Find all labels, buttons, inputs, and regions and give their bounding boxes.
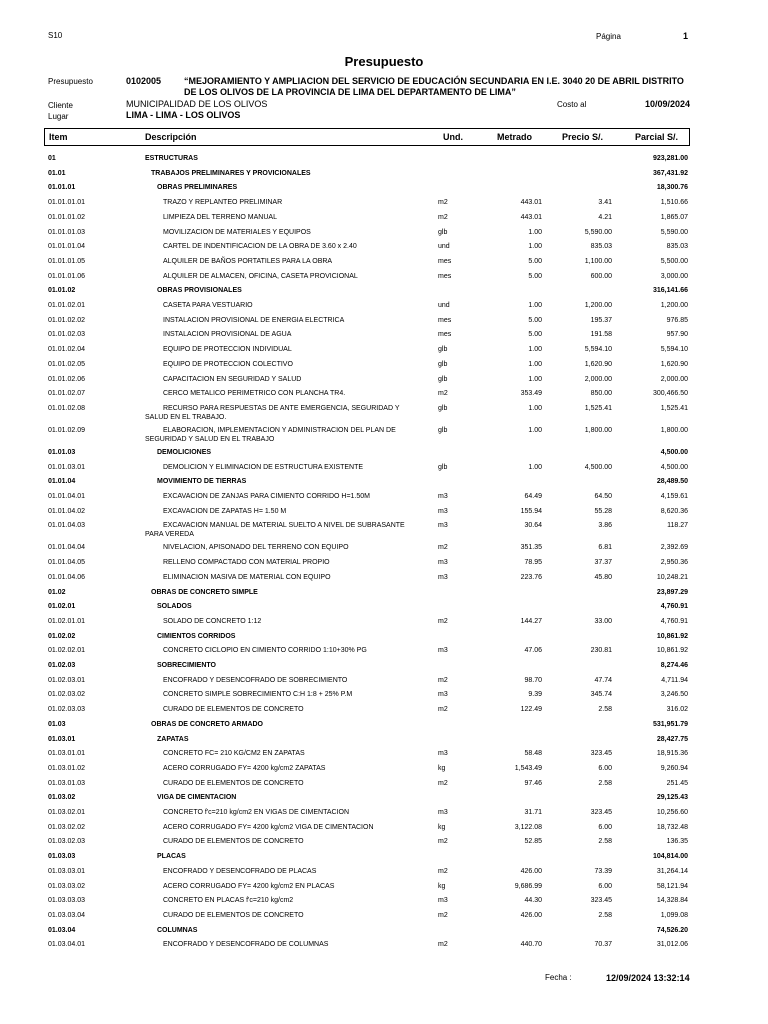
item-description: CURADO DE ELEMENTOS DE CONCRETO — [163, 838, 304, 846]
item-metrado: 1.00 — [528, 426, 542, 434]
item-description: EXCAVACION MANUAL DE MATERIAL SUELTO A NIVEL DE SUBRASANTE PARA VEREDA — [145, 522, 405, 539]
item-price: 45.80 — [594, 573, 612, 581]
item-unit: m2 — [438, 617, 448, 625]
item-price: 6.00 — [598, 764, 612, 772]
item-description: LIMPIEZA DEL TERRENO MANUAL — [163, 213, 277, 221]
item-metrado: 5.00 — [528, 331, 542, 339]
item-unit: m3 — [438, 647, 448, 655]
item-code: 01.01.02.08 — [48, 404, 85, 412]
item-code: 01.03.02.03 — [48, 838, 85, 846]
item-price: 2,000.00 — [584, 375, 612, 383]
item-unit: glb — [438, 463, 448, 471]
item-price: 600.00 — [590, 272, 612, 280]
item-description: EXCAVACION DE ZANJAS PARA CIMIENTO CORRIDO H=1.50M — [163, 493, 370, 500]
item-metrado: 122.49 — [520, 706, 542, 714]
item-code: 01.01.02.04 — [48, 346, 85, 354]
item-price: 323.45 — [590, 750, 612, 758]
item-metrado: 3,122.08 — [514, 823, 542, 831]
item-price: 64.50 — [594, 493, 612, 500]
item-description: COLUMNAS — [157, 926, 198, 934]
item-metrado: 144.27 — [520, 617, 542, 625]
item-code: 01.01.02.07 — [48, 390, 85, 398]
item-parcial: 28,427.75 — [656, 735, 688, 743]
item-price: 323.45 — [590, 809, 612, 816]
item-code: 01.03.01.03 — [48, 779, 85, 787]
presupuesto-code: 0102005 — [126, 76, 162, 86]
item-unit: und — [438, 302, 450, 309]
item-description: ZAPATAS — [157, 735, 189, 743]
item-parcial: 10,861.92 — [656, 632, 688, 640]
item-parcial: 1,620.90 — [660, 360, 688, 368]
item-price: 3.86 — [598, 522, 612, 530]
item-unit: mes — [438, 272, 452, 280]
item-parcial: 4,711.94 — [661, 676, 688, 684]
item-description: CONCRETO f'c=210 kg/cm2 EN VIGAS DE CIMENTACION — [163, 809, 350, 816]
item-code: 01.03.03 — [48, 853, 76, 861]
item-unit: m3 — [438, 493, 448, 500]
item-parcial: 1,865.07 — [660, 213, 688, 221]
item-code: 01.03.04 — [48, 926, 76, 934]
item-unit: m2 — [438, 213, 448, 221]
item-parcial: 5,500.00 — [660, 257, 688, 265]
item-metrado: 97.46 — [524, 779, 542, 787]
item-metrado: 31.71 — [524, 809, 542, 816]
item-description: OBRAS DE CONCRETO SIMPLE — [151, 588, 258, 596]
item-unit: glb — [438, 404, 448, 412]
item-parcial: 136.35 — [666, 838, 688, 846]
item-parcial: 74,526.20 — [656, 926, 688, 934]
item-unit: glb — [438, 346, 448, 354]
item-price: 55.28 — [594, 507, 612, 515]
item-metrado: 9.39 — [528, 691, 542, 699]
presupuesto-label: Presupuesto — [48, 77, 93, 86]
item-unit: m3 — [438, 750, 448, 758]
item-metrado: 30.64 — [524, 522, 542, 530]
item-parcial: 31,264.14 — [656, 867, 688, 875]
item-description: NIVELACION, APISONADO DEL TERRENO CON EQUIPO — [163, 544, 349, 552]
item-parcial: 5,594.10 — [660, 346, 688, 354]
item-metrado: 1.00 — [528, 375, 542, 383]
item-description: MOVILIZACION DE MATERIALES Y EQUIPOS — [163, 228, 311, 236]
item-code: 01.02.01.01 — [48, 617, 85, 625]
item-parcial: 10,256.60 — [656, 809, 688, 816]
item-description: SOLADOS — [157, 603, 192, 611]
item-code: 01.01.02 — [48, 287, 76, 295]
item-parcial: 4,159.61 — [660, 493, 688, 500]
item-unit: m3 — [438, 573, 448, 581]
item-code: 01.01.02.06 — [48, 375, 85, 383]
item-description: EQUIPO DE PROTECCION COLECTIVO — [163, 360, 293, 368]
item-code: 01.03.03.02 — [48, 882, 85, 890]
item-metrado: 353.49 — [520, 390, 542, 398]
table-header — [44, 128, 690, 146]
item-code: 01.02.02 — [48, 632, 76, 640]
item-metrado: 1.00 — [528, 346, 542, 354]
item-price: 1,525.41 — [584, 404, 612, 412]
item-description: OBRAS DE CONCRETO ARMADO — [151, 720, 264, 728]
item-unit: m2 — [438, 941, 448, 949]
item-parcial: 4,500.00 — [660, 463, 688, 471]
item-description: CASETA PARA VESTUARIO — [163, 302, 253, 309]
item-description: CONCRETO CICLOPIO EN CIMIENTO CORRIDO 1:10+30% PG — [163, 647, 367, 655]
item-parcial: 300,466.50 — [652, 390, 688, 398]
item-code: 01.03.02 — [48, 794, 76, 802]
item-metrado: 1,543.49 — [514, 764, 542, 772]
item-metrado: 155.94 — [520, 507, 542, 515]
item-metrado: 9,686.99 — [514, 882, 542, 890]
item-parcial: 251.45 — [666, 779, 688, 787]
item-parcial: 10,861.92 — [656, 647, 688, 655]
item-code: 01.02.01 — [48, 603, 76, 611]
item-code: 01.01.04 — [48, 478, 76, 486]
item-description: CONCRETO EN PLACAS f'c=210 kg/cm2 — [163, 897, 294, 905]
item-description: OBRAS PROVISIONALES — [157, 287, 242, 295]
item-unit: mes — [438, 257, 452, 265]
item-description: CIMIENTOS CORRIDOS — [157, 632, 236, 640]
item-price: 4.21 — [598, 213, 612, 221]
item-description: CONCRETO SIMPLE SOBRECIMIENTO C:H 1:8 + 25% P.M — [163, 691, 353, 699]
item-code: 01.01.01.05 — [48, 257, 85, 265]
item-price: 2.58 — [598, 911, 612, 919]
project-name: “MEJORAMIENTO Y AMPLIACION DEL SERVICIO DE EDUCACIÓN SECUNDARIA EN I.E. 3040 20 DE ABRIL DISTRITO DE LOS OLIVOS DE LA PROVINCIA DE LIMA DEL DEPARTAMENTO DE LIMA” — [184, 76, 684, 97]
item-parcial: 316,141.66 — [652, 287, 688, 295]
item-code: 01.03.01.02 — [48, 764, 85, 772]
item-metrado: 1.00 — [528, 302, 542, 309]
item-parcial: 531,951.79 — [652, 720, 688, 728]
col-item: Item — [49, 132, 68, 142]
item-parcial: 18,915.36 — [656, 750, 688, 758]
item-parcial: 28,489.50 — [656, 478, 688, 486]
item-parcial: 367,431.92 — [652, 169, 688, 177]
item-description: PLACAS — [157, 853, 186, 861]
cliente-label: Cliente — [48, 101, 73, 110]
item-description: ELIMINACION MASIVA DE MATERIAL CON EQUIPO — [163, 573, 331, 581]
item-description: EXCAVACION DE ZAPATAS H= 1.50 M — [163, 507, 287, 515]
item-description: TRABAJOS PRELIMINARES Y PROVICIONALES — [151, 169, 311, 177]
item-unit: m3 — [438, 691, 448, 699]
item-metrado: 98.70 — [524, 676, 542, 684]
item-metrado: 440.70 — [520, 941, 542, 949]
item-unit: kg — [438, 764, 446, 772]
item-metrado: 1.00 — [528, 463, 542, 471]
item-parcial: 3,000.00 — [660, 272, 688, 280]
col-precio: Precio S/. — [562, 132, 604, 142]
lugar-value: LIMA - LIMA - LOS OLIVOS — [126, 110, 241, 120]
item-parcial: 4,500.00 — [660, 448, 688, 456]
item-price: 195.37 — [590, 316, 612, 324]
item-description: RELLENO COMPACTADO CON MATERIAL PROPIO — [163, 559, 330, 567]
item-code: 01.01.03.01 — [48, 463, 85, 471]
item-metrado: 223.76 — [520, 573, 542, 581]
item-unit: m2 — [438, 779, 448, 787]
item-price: 2.58 — [598, 706, 612, 714]
item-description: CERCO METALICO PERIMETRICO CON PLANCHA TR4. — [163, 390, 346, 398]
item-parcial: 2,950.36 — [660, 559, 688, 567]
item-code: 01.01.04.04 — [48, 544, 85, 552]
lugar-label: Lugar — [48, 112, 69, 121]
item-code: 01.01.02.02 — [48, 316, 85, 324]
item-price: 1,200.00 — [584, 302, 612, 309]
item-code: 01.03.03.03 — [48, 897, 85, 905]
item-unit: m2 — [438, 676, 448, 684]
fecha-value: 12/09/2024 13:32:14 — [606, 973, 690, 983]
item-price: 191.58 — [590, 331, 612, 339]
item-parcial: 4,760.91 — [660, 603, 688, 611]
item-parcial: 10,248.21 — [656, 573, 688, 581]
item-parcial: 18,732.48 — [656, 823, 688, 831]
cliente-value: MUNICIPALIDAD DE LOS OLIVOS — [126, 99, 268, 109]
item-code: 01.03.01 — [48, 735, 76, 743]
item-unit: kg — [438, 823, 446, 831]
item-price: 4,500.00 — [584, 463, 612, 471]
item-price: 2.58 — [598, 838, 612, 846]
item-code: 01.02.03 — [48, 662, 76, 669]
item-price: 835.03 — [590, 243, 612, 251]
item-description: VIGA DE CIMENTACION — [157, 794, 237, 802]
item-code: 01.03 — [48, 720, 66, 728]
item-description: SOBRECIMIENTO — [157, 662, 216, 669]
item-parcial: 1,099.08 — [660, 911, 688, 919]
item-code: 01.02.03.01 — [48, 676, 85, 684]
item-description: INSTALACION PROVISIONAL DE AGUA — [163, 331, 292, 339]
report-code: S10 — [48, 31, 63, 40]
costo-label: Costo al — [557, 100, 587, 109]
costo-date: 10/09/2024 — [645, 99, 691, 109]
item-unit: m2 — [438, 544, 448, 552]
item-code: 01.02.02.01 — [48, 647, 85, 655]
item-price: 1,800.00 — [584, 426, 612, 434]
item-description: MOVIMIENTO DE TIERRAS — [157, 478, 247, 486]
item-code: 01.02 — [48, 588, 66, 596]
item-price: 5,590.00 — [584, 228, 612, 236]
item-unit: glb — [438, 375, 448, 383]
item-unit: m3 — [438, 559, 448, 567]
item-unit: m2 — [438, 390, 448, 398]
item-parcial: 1,510.66 — [660, 199, 688, 207]
item-metrado: 78.95 — [524, 559, 542, 567]
item-price: 33.00 — [594, 617, 612, 625]
item-unit: m3 — [438, 897, 448, 905]
item-metrado: 426.00 — [520, 867, 542, 875]
item-metrado: 351.35 — [520, 544, 542, 552]
item-parcial: 58,121.94 — [656, 882, 688, 890]
item-metrado: 1.00 — [528, 360, 542, 368]
item-code: 01.01.04.05 — [48, 559, 85, 567]
item-description: INSTALACION PROVISIONAL DE ENERGIA ELECTRICA — [163, 316, 345, 324]
item-code: 01 — [48, 155, 56, 162]
item-unit: m2 — [438, 706, 448, 714]
item-parcial: 23,897.29 — [656, 588, 688, 596]
item-parcial: 8,274.46 — [660, 662, 688, 669]
item-parcial: 29,125.43 — [656, 794, 688, 802]
page-number: 1 — [683, 31, 689, 41]
col-parcial: Parcial S/. — [635, 132, 679, 142]
item-price: 70.37 — [594, 941, 612, 949]
item-price: 1,100.00 — [584, 257, 612, 265]
item-parcial: 957.90 — [666, 331, 688, 339]
item-unit: m3 — [438, 507, 448, 515]
item-code: 01.01.01.01 — [48, 199, 85, 207]
item-parcial: 9,260.94 — [660, 764, 688, 772]
item-description: ELABORACION, IMPLEMENTACION Y ADMINISTRACION DEL PLAN DE SEGURIDAD Y SALUD EN EL TRABAJO — [145, 426, 396, 443]
item-description: ENCOFRADO Y DESENCOFRADO DE PLACAS — [163, 867, 317, 875]
item-code: 01.02.03.03 — [48, 706, 85, 714]
item-unit: m3 — [438, 522, 448, 530]
item-description: TRAZO Y REPLANTEO PRELIMINAR — [163, 199, 283, 207]
item-metrado: 1.00 — [528, 404, 542, 412]
item-code: 01.01.04.06 — [48, 573, 85, 581]
item-metrado: 5.00 — [528, 272, 542, 280]
item-code: 01.01.01.03 — [48, 228, 85, 236]
item-price: 345.74 — [590, 691, 612, 699]
col-und: Und. — [443, 132, 463, 142]
item-price: 73.39 — [594, 867, 612, 875]
item-unit: mes — [438, 316, 452, 324]
item-description: ACERO CORRUGADO FY= 4200 kg/cm2 ZAPATAS — [163, 764, 326, 772]
item-description: SOLADO DE CONCRETO 1:12 — [163, 617, 262, 625]
item-unit: und — [438, 243, 450, 251]
item-parcial: 8,620.36 — [660, 507, 688, 515]
item-parcial: 2,392.69 — [660, 544, 688, 552]
item-parcial: 1,525.41 — [660, 404, 688, 412]
item-description: ENCOFRADO Y DESENCOFRADO DE COLUMNAS — [163, 941, 329, 949]
item-description: CURADO DE ELEMENTOS DE CONCRETO — [163, 706, 304, 714]
item-description: OBRAS PRELIMINARES — [157, 184, 238, 192]
item-unit: kg — [438, 882, 446, 890]
item-metrado: 443.01 — [520, 199, 542, 207]
item-description: CONCRETO FC= 210 KG/CM2 EN ZAPATAS — [163, 750, 305, 758]
item-unit: mes — [438, 331, 452, 339]
item-parcial: 1,800.00 — [660, 426, 688, 434]
item-price: 2.58 — [598, 779, 612, 787]
item-metrado: 64.49 — [524, 493, 542, 500]
item-unit: glb — [438, 228, 448, 236]
item-parcial: 18,300.76 — [656, 184, 688, 192]
item-parcial: 118.27 — [667, 522, 688, 530]
item-parcial: 835.03 — [666, 243, 688, 251]
item-parcial: 104,814.00 — [652, 853, 688, 861]
item-code: 01.03.02.01 — [48, 809, 85, 816]
item-price: 37.37 — [594, 559, 612, 567]
item-description: CURADO DE ELEMENTOS DE CONCRETO — [163, 911, 304, 919]
page-label: Página — [596, 32, 621, 41]
item-code: 01.01.03 — [48, 448, 76, 456]
item-code: 01.01.01.06 — [48, 272, 85, 280]
item-price: 6.81 — [598, 544, 612, 552]
item-metrado: 1.00 — [528, 243, 542, 251]
item-code: 01.01.02.05 — [48, 360, 85, 368]
item-metrado: 52.85 — [524, 838, 542, 846]
item-parcial: 316.02 — [666, 706, 688, 714]
item-code: 01.02.03.02 — [48, 691, 85, 699]
item-price: 5,594.10 — [584, 346, 612, 354]
item-parcial: 976.85 — [666, 316, 688, 324]
item-price: 6.00 — [598, 882, 612, 890]
item-price: 230.81 — [590, 647, 612, 655]
item-code: 01.01.01.04 — [48, 243, 85, 251]
item-code: 01.01.04.03 — [48, 522, 85, 530]
item-unit: m2 — [438, 911, 448, 919]
item-code: 01.01.01.02 — [48, 213, 85, 221]
item-parcial: 5,590.00 — [660, 228, 688, 236]
item-parcial: 1,200.00 — [660, 302, 688, 309]
item-price: 850.00 — [590, 390, 612, 398]
item-code: 01.01.02.03 — [48, 331, 85, 339]
item-code: 01.01.04.02 — [48, 507, 85, 515]
item-unit: m2 — [438, 867, 448, 875]
item-parcial: 2,000.00 — [660, 375, 688, 383]
item-code: 01.01.01 — [48, 184, 76, 192]
item-price: 1,620.90 — [584, 360, 612, 368]
item-code: 01.01 — [48, 169, 66, 177]
item-description: CURADO DE ELEMENTOS DE CONCRETO — [163, 779, 304, 787]
item-metrado: 1.00 — [528, 228, 542, 236]
item-price: 3.41 — [598, 199, 612, 207]
item-description: ESTRUCTURAS — [145, 155, 198, 162]
item-metrado: 47.06 — [524, 647, 542, 655]
col-descripcion: Descripción — [145, 132, 197, 142]
item-code: 01.01.04.01 — [48, 493, 85, 500]
item-price: 47.74 — [594, 676, 612, 684]
item-parcial: 923,281.00 — [652, 155, 688, 162]
page-title: Presupuesto — [344, 54, 424, 69]
item-unit: m3 — [438, 809, 448, 816]
item-description: ACERO CORRUGADO FY= 4200 kg/cm2 EN PLACAS — [163, 882, 335, 890]
item-parcial: 4,760.91 — [660, 617, 688, 625]
item-metrado: 426.00 — [520, 911, 542, 919]
item-code: 01.03.03.01 — [48, 867, 85, 875]
item-unit: m2 — [438, 838, 448, 846]
item-price: 323.45 — [590, 897, 612, 905]
item-description: CAPACITACION EN SEGURIDAD Y SALUD — [163, 375, 302, 383]
item-code: 01.03.01.01 — [48, 750, 85, 758]
item-unit: m2 — [438, 199, 448, 207]
item-code: 01.03.02.02 — [48, 823, 85, 831]
item-metrado: 5.00 — [528, 257, 542, 265]
item-description: ACERO CORRUGADO FY= 4200 kg/cm2 VIGA DE CIMENTACION — [163, 823, 374, 831]
item-description: DEMOLICION Y ELIMINACION DE ESTRUCTURA EXISTENTE — [163, 463, 364, 471]
item-description: ALQUILER DE ALMACEN, OFICINA, CASETA PROVICIONAL — [163, 272, 358, 280]
item-code: 01.01.02.09 — [48, 426, 85, 434]
item-description: ALQUILER DE BAÑOS PORTATILES PARA LA OBRA — [163, 257, 333, 265]
item-metrado: 5.00 — [528, 316, 542, 324]
item-code: 01.03.04.01 — [48, 941, 85, 949]
item-metrado: 58.48 — [524, 750, 542, 758]
col-metrado: Metrado — [497, 132, 533, 142]
item-price: 6.00 — [598, 823, 612, 831]
item-description: DEMOLICIONES — [157, 448, 212, 456]
item-unit: glb — [438, 426, 448, 434]
item-code: 01.01.02.01 — [48, 302, 85, 309]
item-parcial: 14,328.84 — [656, 897, 688, 905]
fecha-label: Fecha : — [545, 973, 572, 982]
item-description: RECURSO PARA RESPUESTAS DE ANTE EMERGENCIA, SEGURIDAD Y SALUD EN EL TRABAJO. — [145, 404, 400, 421]
item-description: EQUIPO DE PROTECCION INDIVIDUAL — [163, 346, 292, 354]
item-code: 01.03.03.04 — [48, 911, 85, 919]
item-metrado: 44.30 — [524, 897, 542, 905]
item-parcial: 31,012.06 — [656, 941, 688, 949]
item-description: ENCOFRADO Y DESENCOFRADO DE SOBRECIMIENTO — [163, 676, 348, 684]
item-parcial: 3,246.50 — [660, 691, 688, 699]
item-description: CARTEL DE INDENTIFICACION DE LA OBRA DE 3.60 x 2.40 — [163, 243, 357, 251]
item-metrado: 443.01 — [520, 213, 542, 221]
item-unit: glb — [438, 360, 448, 368]
